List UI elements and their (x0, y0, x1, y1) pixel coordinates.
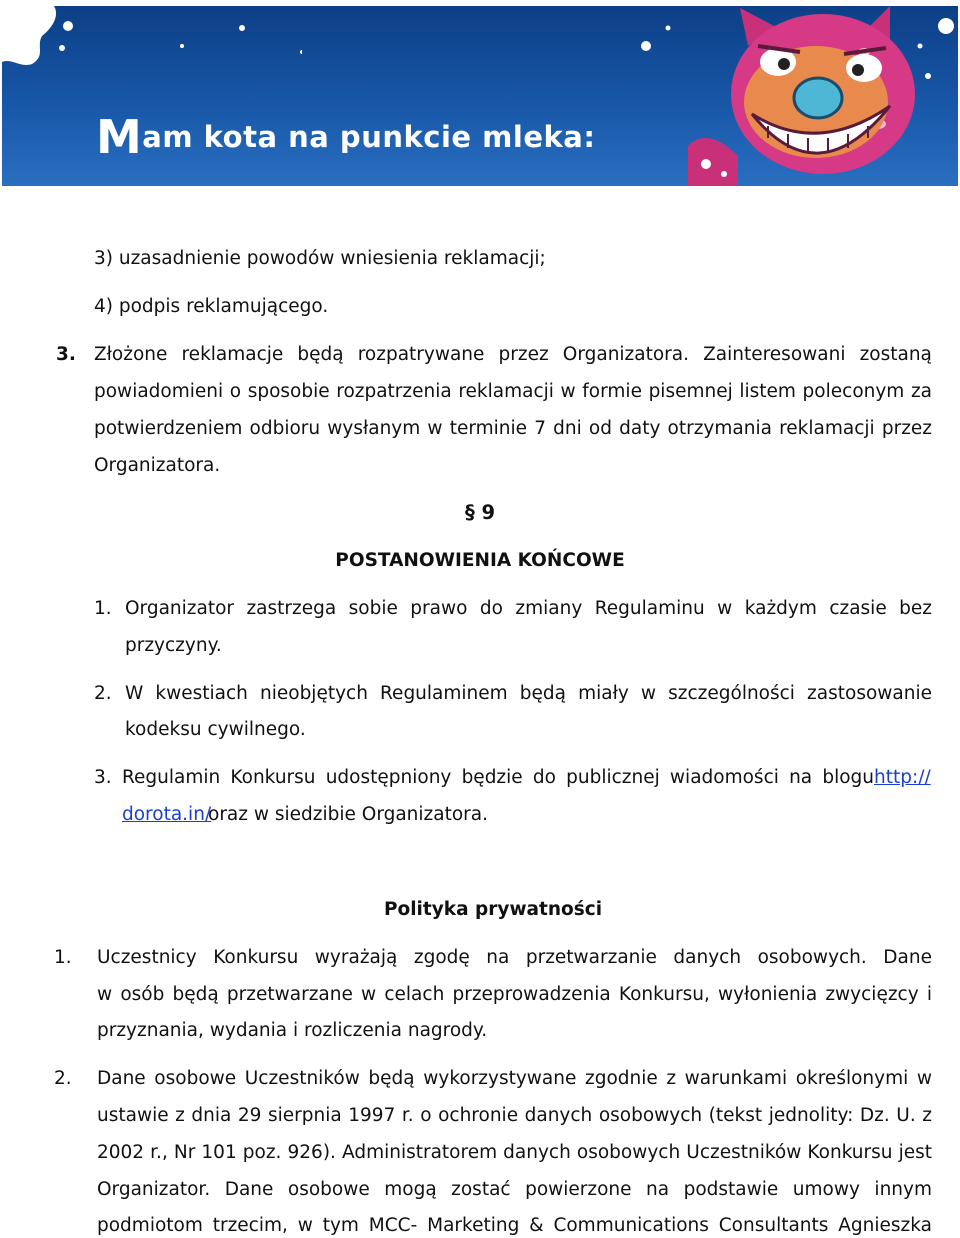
word: reklamacje (181, 344, 284, 365)
blog-link-continuation[interactable]: dorota.in/ (122, 804, 212, 825)
list-item: 4) podpis reklamującego. (94, 296, 329, 317)
banner-title-initial: M (96, 110, 143, 164)
paragraph-line: powiadomieni o sposobie rozpatrzenia reklamacji w formie pisemnej listem poleconym za (94, 381, 932, 402)
word: rozpatrywane (357, 344, 485, 365)
list-item-number: 2. (54, 1068, 72, 1089)
blog-link[interactable]: http:// (874, 767, 931, 788)
banner-title-text: am kota na punkcie mleka: (142, 120, 596, 154)
privacy-heading: Polityka prywatności (383, 899, 603, 920)
word: Złożone (94, 344, 168, 365)
word: Organizatora. (562, 344, 689, 365)
list-item-number: 3. (94, 767, 112, 788)
list-item-line: oraz w siedzibie Organizatora. (208, 804, 488, 825)
section-heading: POSTANOWIENIA KOŃCOWE (335, 550, 625, 571)
list-item-line: Organizator zastrzega sobie prawo do zmiany Regulaminu w każdym czasie bez (125, 598, 932, 619)
word: Zainteresowani (703, 344, 846, 365)
list-item-number: 1. (94, 598, 112, 619)
header-banner (2, 6, 958, 186)
paragraph-line: Organizatora. (94, 455, 221, 476)
list-item-number: 2. (94, 683, 112, 704)
list-item-number: 1. (54, 947, 72, 968)
list-item-line: W kwestiach nieobjętych Regulaminem będą miały w szczególności zastosowanie (125, 683, 932, 704)
section-symbol: § 9 (464, 501, 496, 524)
word: będą (297, 344, 344, 365)
list-item-line: w osób będą przetwarzane w celach przeprowadzenia Konkursu, wyłonienia zwycięzcy i (97, 984, 932, 1005)
word: przez (498, 344, 549, 365)
word: zostaną (859, 344, 932, 365)
list-item-line: Dane osobowe Uczestników będą wykorzystywane zgodnie z warunkami określonymi w (97, 1068, 932, 1089)
paragraph-number: 3. (56, 344, 76, 365)
list-item-line: przyczyny. (125, 635, 222, 656)
list-item-line: 2002 r., Nr 101 poz. 926). Administratorem danych osobowych Uczestników Konkursu jest (97, 1142, 932, 1163)
list-item-line: ustawie z dnia 29 sierpnia 1997 r. o ochronie danych osobowych (tekst jednolity: Dz. U. z (97, 1105, 932, 1126)
list-item-line: Uczestnicy Konkursu wyrażają zgodę na przetwarzanie danych osobowych. Dane (97, 947, 932, 968)
list-item-line: kodeksu cywilnego. (125, 719, 306, 740)
list-item-line: przyznania, wydania i rozliczenia nagrody. (97, 1020, 488, 1041)
cat-mascot-illustration (628, 6, 958, 186)
paragraph-line (94, 343, 932, 367)
list-item-line: Organizator. Dane osobowe mogą zostać powierzone na podstawie umowy innym (97, 1179, 932, 1200)
banner-title (96, 110, 596, 164)
list-item-line: Regulamin Konkursu udostępniony będzie do publicznej wiadomości na blogu (122, 767, 874, 788)
paragraph-line: potwierdzeniem odbioru wysłanym w terminie 7 dni od daty otrzymania reklamacji przez (94, 418, 932, 439)
list-item-line: podmiotom trzecim, w tym MCC- Marketing & Communications Consultants Agnieszka (97, 1215, 932, 1236)
list-item: 3) uzasadnienie powodów wniesienia reklamacji; (94, 248, 546, 269)
